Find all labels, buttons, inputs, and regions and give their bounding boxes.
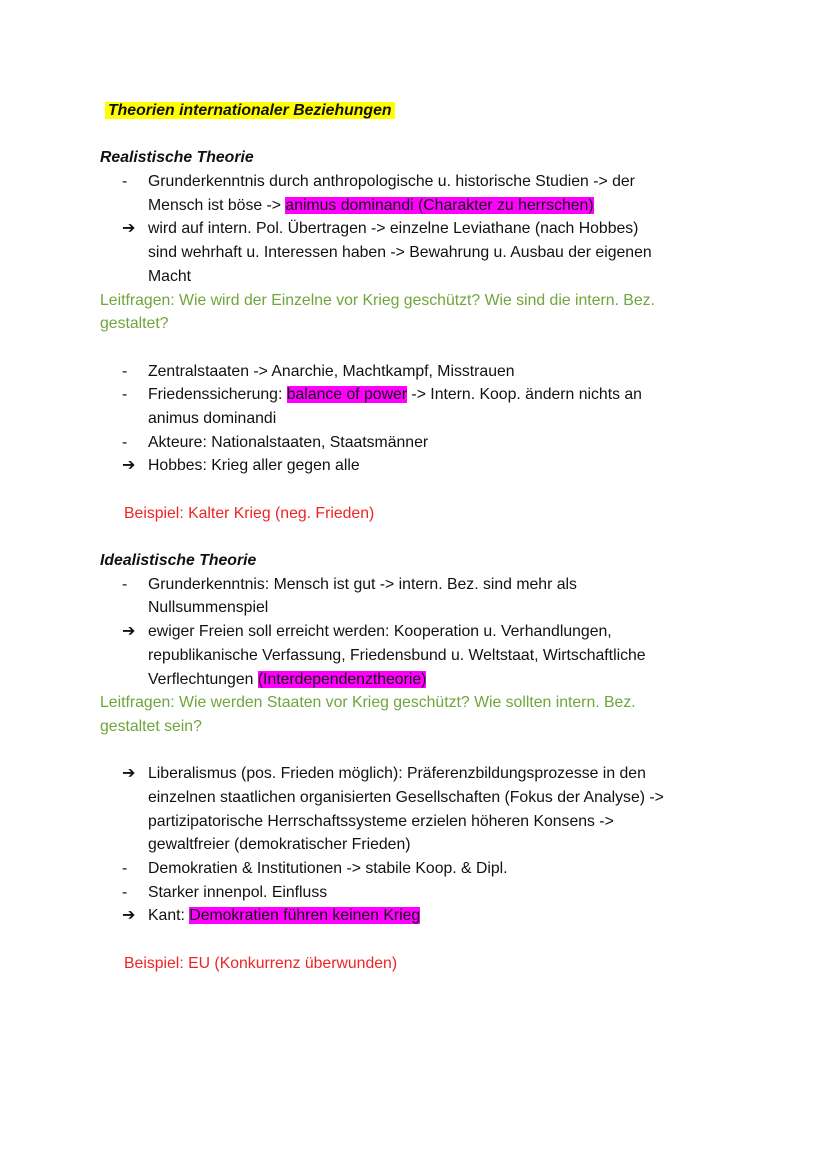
list-item-line [100, 857, 760, 881]
arrow-bullet-icon: ➔ [122, 623, 136, 641]
text-segment: Nullsummenspiel [148, 599, 269, 617]
text-segment: gewaltfreier (demokratischer Frieden) [148, 836, 411, 854]
text-segment: wird auf intern. Pol. Übertragen -> einzelne Leviathane (nach Hobbes) [148, 220, 639, 238]
list-item-line [100, 383, 760, 407]
dash-bullet-icon: - [122, 386, 128, 404]
blank-line [100, 525, 760, 549]
blank-line [100, 123, 760, 147]
text-segment: -> Intern. Koop. ändern nichts an [407, 386, 642, 404]
guiding-questions-line: Leitfragen: Wie werden Staaten vor Krieg geschützt? Wie sollten intern. Bez. [100, 694, 636, 712]
list-item-line [100, 454, 760, 478]
text-segment: republikanische Verfassung, Friedensbund u. Weltstaat, Wirtschaftliche [148, 646, 646, 664]
text-segment: Mensch ist böse -> [148, 196, 286, 214]
text-segment: Grunderkenntnis durch anthropologische u. historische Studien -> der [148, 173, 635, 191]
text-segment: einzelnen staatlichen organisierten Gesellschaften (Fokus der Analyse) -> [148, 788, 664, 806]
highlighted-text: animus dominandi (Charakter zu herrschen) [285, 196, 594, 214]
text-segment: Hobbes: Krieg aller gegen alle [148, 457, 360, 475]
list-item-line [100, 573, 760, 597]
guiding-questions-line: Leitfragen: Wie wird der Einzelne vor Krieg geschützt? Wie sind die intern. Bez. [100, 291, 655, 309]
highlighted-text: Demokratien führen keinen Krieg [189, 907, 421, 925]
list-item-line [100, 833, 760, 857]
dash-bullet-icon: - [122, 173, 128, 191]
blank-line [100, 739, 760, 763]
list-item-line [100, 644, 760, 668]
highlighted-text: balance of power [286, 386, 408, 404]
text-segment: ewiger Freien soll erreicht werden: Kooperation u. Verhandlungen, [148, 623, 612, 641]
arrow-bullet-icon: ➔ [122, 457, 136, 475]
text-segment: Akteure: Nationalstaaten, Staatsmänner [148, 433, 429, 451]
example-text: Beispiel: Kalter Krieg (neg. Frieden) [124, 504, 375, 522]
text-segment: sind wehrhaft u. Interessen haben -> Bewahrung u. Ausbau der eigenen [148, 244, 652, 262]
list-item-line [100, 265, 760, 289]
text-segment: partizipatorische Herrschaftssysteme erzielen höheren Konsens -> [148, 812, 614, 830]
text-segment: Grunderkenntnis: Mensch ist gut -> intern. Bez. sind mehr als [148, 575, 577, 593]
arrow-bullet-icon: ➔ [122, 220, 136, 238]
dash-bullet-icon: - [122, 860, 128, 877]
list-item-line [100, 786, 760, 810]
text-segment: Verflechtungen [148, 670, 258, 688]
list-item-line [100, 620, 760, 644]
list-item-line [100, 668, 760, 692]
arrow-bullet-icon: ➔ [122, 907, 136, 925]
document-title [100, 99, 760, 123]
text-segment: Macht [148, 267, 192, 285]
section-heading: Realistische Theorie [100, 149, 254, 167]
dash-bullet-icon: - [122, 433, 128, 451]
list-item-line [100, 360, 760, 384]
list-item-line [100, 904, 760, 928]
list-item-line [100, 170, 760, 194]
text-segment: Kant: [148, 907, 190, 925]
list-item-line [100, 194, 760, 218]
list-item-line [100, 810, 760, 834]
document-page [100, 99, 760, 975]
list-item-line [100, 596, 760, 620]
blank-line [100, 928, 760, 952]
text-segment: Zentralstaaten -> Anarchie, Machtkampf, Misstrauen [148, 362, 515, 380]
text-segment: Demokratien & Institutionen -> stabile Koop. & Dipl. [148, 860, 508, 877]
guiding-questions-line: gestaltet? [100, 315, 169, 333]
text-segment: Liberalismus (pos. Frieden möglich): Präferenzbildungsprozesse in den [148, 765, 646, 783]
text-segment: Starker innenpol. Einfluss [148, 883, 328, 901]
example-text: Beispiel: EU (Konkurrenz überwunden) [124, 954, 398, 972]
dash-bullet-icon: - [122, 883, 128, 901]
list-item-line [100, 241, 760, 265]
sections [100, 146, 760, 975]
list-item-line [100, 217, 760, 241]
text-segment: Friedenssicherung: [148, 386, 287, 404]
blank-line [100, 478, 760, 502]
list-item-line [100, 431, 760, 455]
list-item-line [100, 881, 760, 905]
blank-line [100, 336, 760, 360]
list-item-line [100, 407, 760, 431]
guiding-questions-line: gestaltet sein? [100, 717, 202, 735]
highlighted-text: (Interdependenztheorie) [257, 670, 427, 688]
dash-bullet-icon: - [122, 362, 128, 380]
section-heading: Idealistische Theorie [100, 552, 257, 570]
text-segment: animus dominandi [148, 409, 277, 427]
list-item-line [100, 762, 760, 786]
arrow-bullet-icon: ➔ [122, 765, 136, 783]
dash-bullet-icon: - [122, 575, 128, 593]
title-text: Theorien internationaler Beziehungen [105, 102, 395, 119]
